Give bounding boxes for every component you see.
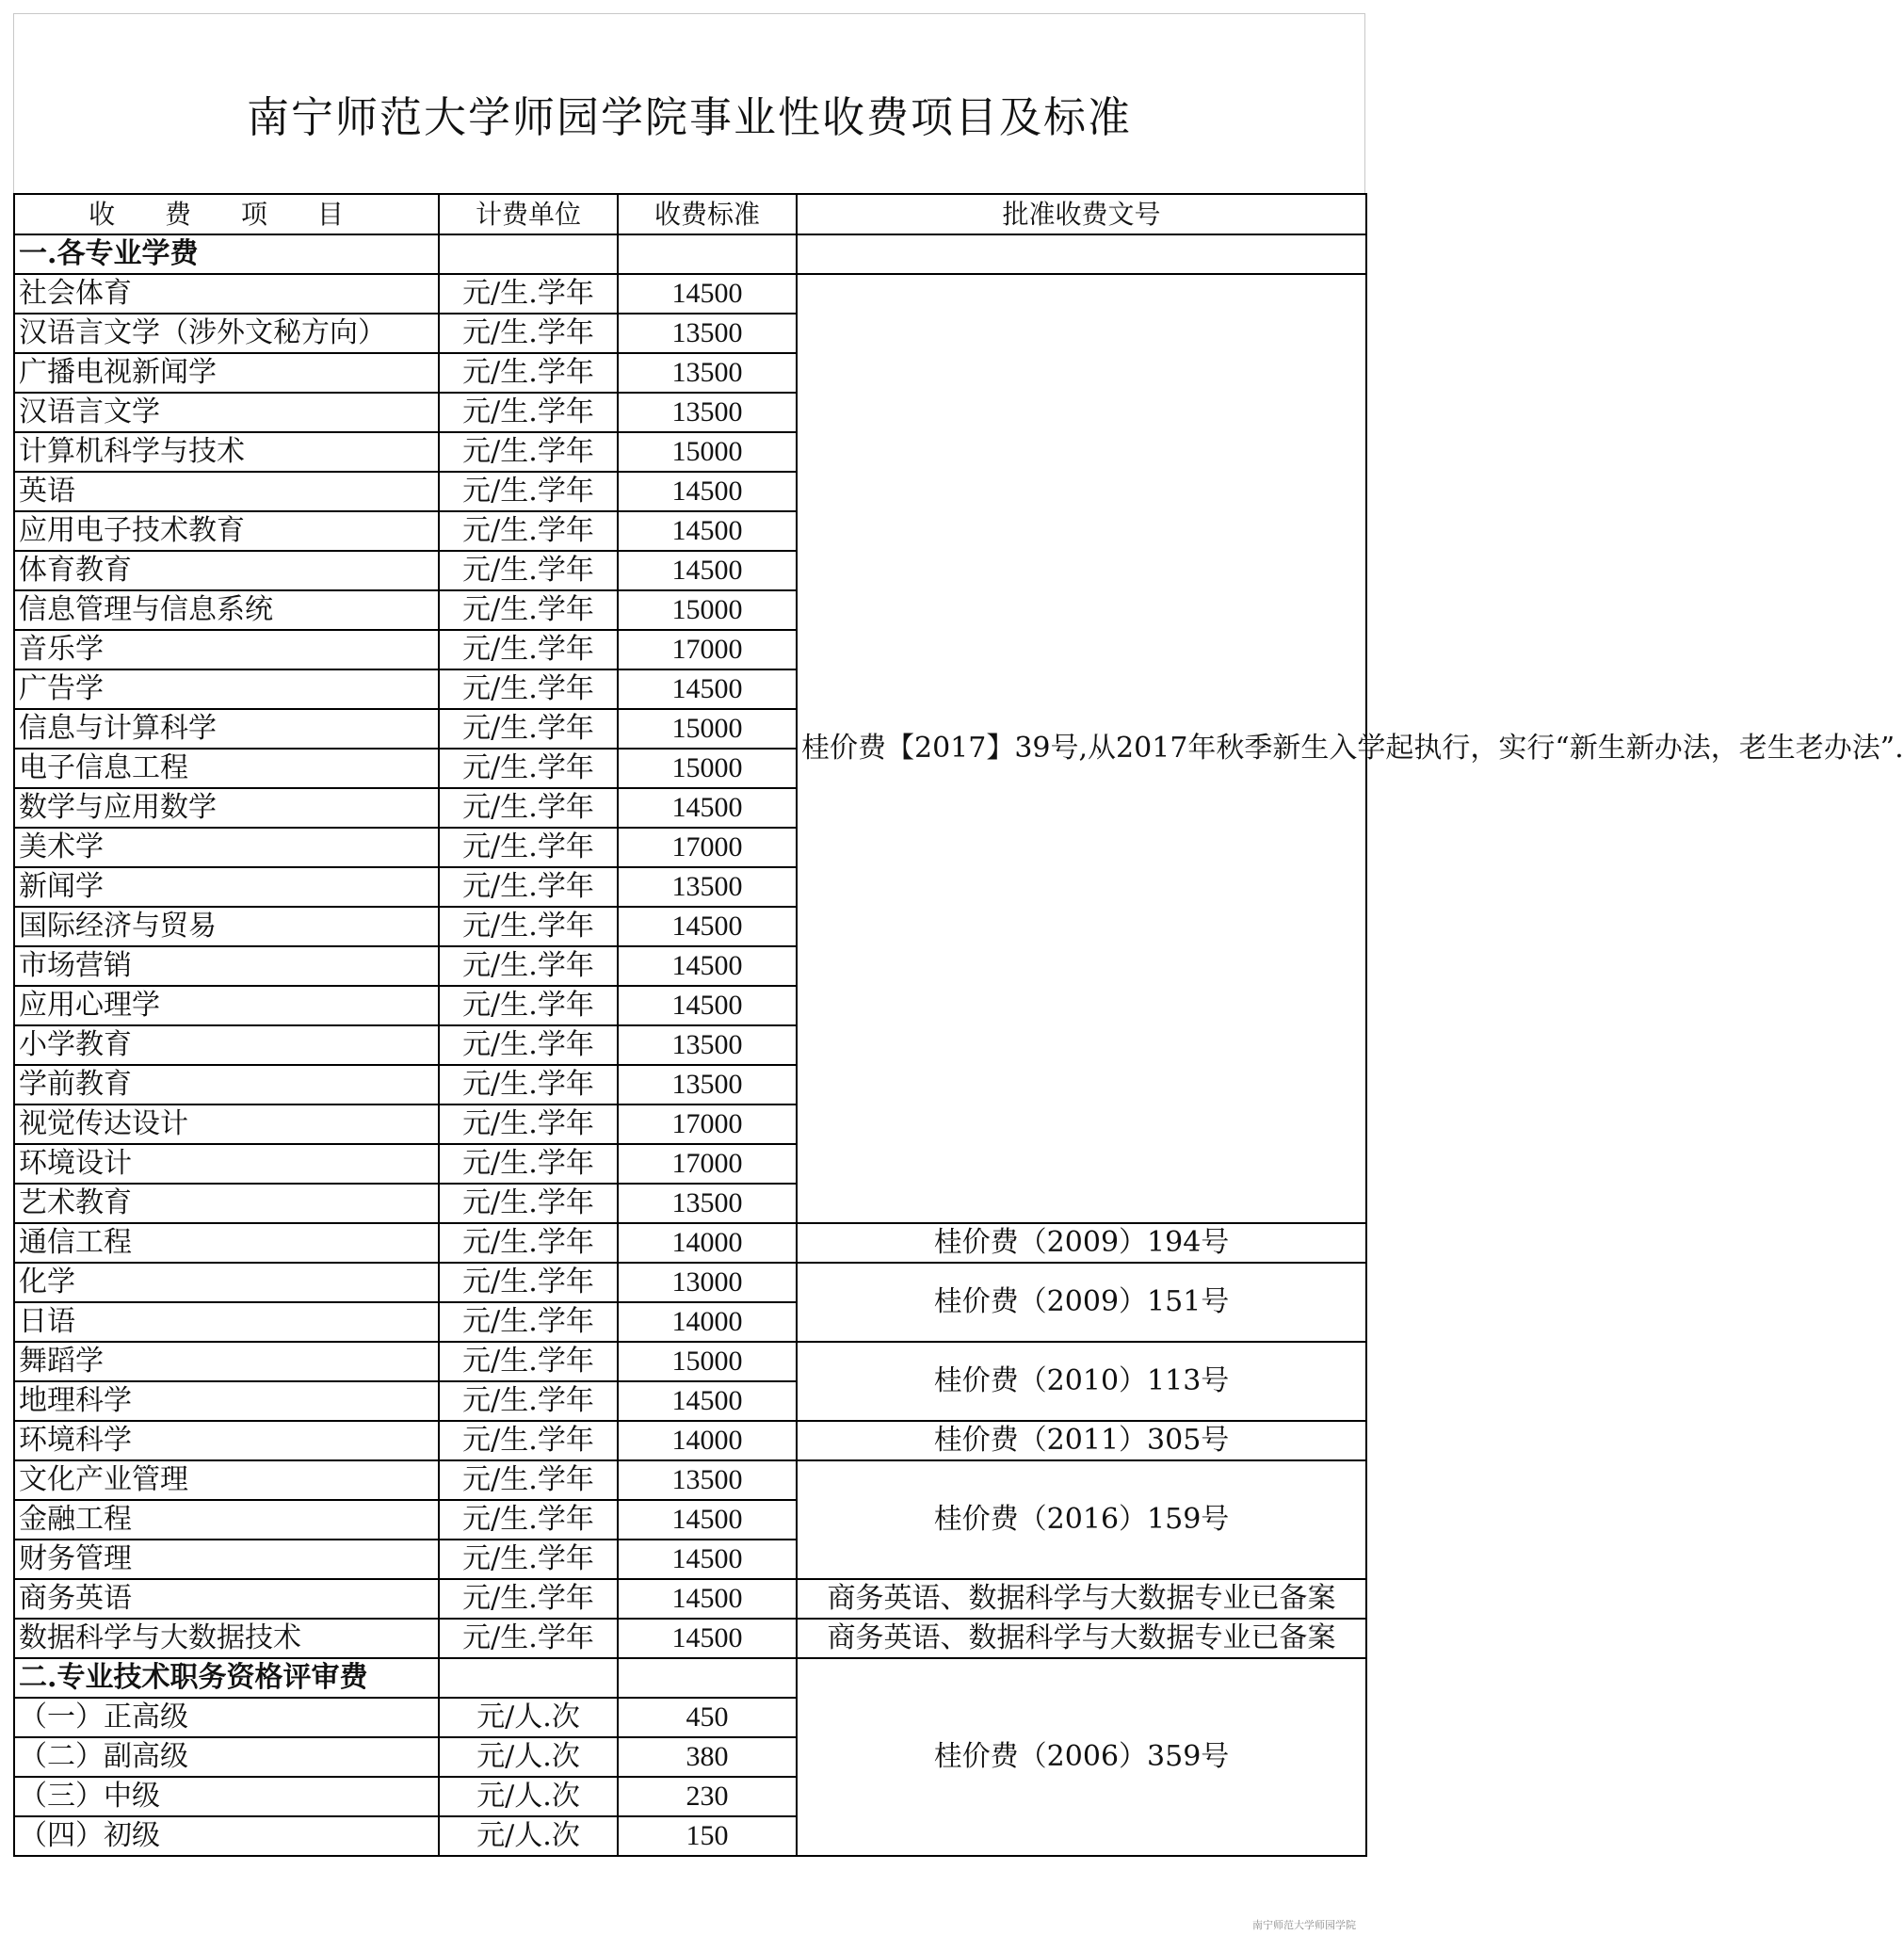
unit-cell: 元/生.学年 (439, 788, 618, 828)
price-cell: 15000 (618, 590, 797, 630)
major-name: 金融工程 (14, 1500, 439, 1540)
unit-cell: 元/生.学年 (439, 1579, 618, 1619)
unit-cell: 元/生.学年 (439, 1025, 618, 1065)
header-item: 收 费 项 目 (14, 194, 439, 234)
price-cell: 14500 (618, 551, 797, 590)
header-price: 收费标准 (618, 194, 797, 234)
unit-cell: 元/生.学年 (439, 1460, 618, 1500)
unit-cell: 元/生.学年 (439, 828, 618, 867)
price-cell: 13000 (618, 1263, 797, 1302)
unit-cell: 元/生.学年 (439, 511, 618, 551)
price-cell: 17000 (618, 630, 797, 669)
major-name: 国际经济与贸易 (14, 907, 439, 946)
table-row (14, 1263, 1366, 1302)
review-level: （二）副高级 (14, 1737, 439, 1777)
table-row (14, 1460, 1366, 1500)
table-row (14, 1342, 1366, 1381)
unit-cell: 元/生.学年 (439, 1223, 618, 1263)
review-level: （一）正高级 (14, 1698, 439, 1737)
unit-cell: 元/生.学年 (439, 1184, 618, 1223)
unit-cell: 元/生.学年 (439, 1619, 618, 1658)
price-cell: 14500 (618, 1540, 797, 1579)
price-cell: 13500 (618, 314, 797, 353)
empty-cell (439, 234, 618, 274)
unit-cell: 元/生.学年 (439, 709, 618, 749)
major-name: 信息与计算科学 (14, 709, 439, 749)
unit-cell: 元/人.次 (439, 1698, 618, 1737)
unit-cell: 元/生.学年 (439, 1263, 618, 1302)
empty-cell (797, 234, 1366, 274)
approval-doc: 商务英语、数据科学与大数据专业已备案 (797, 1619, 1366, 1658)
major-name: 舞蹈学 (14, 1342, 439, 1381)
table-row (14, 1619, 1366, 1658)
major-name: 市场营销 (14, 946, 439, 986)
table-row (14, 1579, 1366, 1619)
approval-doc: 桂价费（2009）151号 (797, 1263, 1366, 1342)
major-name: 汉语言文学（涉外文秘方向） (14, 314, 439, 353)
price-cell: 14500 (618, 1500, 797, 1540)
price-cell: 14500 (618, 1619, 797, 1658)
price-cell: 17000 (618, 1144, 797, 1184)
price-cell: 14500 (618, 1579, 797, 1619)
price-cell: 14500 (618, 907, 797, 946)
price-cell: 14500 (618, 274, 797, 314)
empty-cell (618, 234, 797, 274)
review-level: （三）中级 (14, 1777, 439, 1816)
price-cell: 230 (618, 1777, 797, 1816)
price-cell: 14500 (618, 788, 797, 828)
table-header-row (14, 194, 1366, 234)
approval-doc: 桂价费（2009）194号 (797, 1223, 1366, 1263)
unit-cell: 元/生.学年 (439, 1144, 618, 1184)
watermark: 南宁师范大学师园学院 (1252, 1919, 1356, 1931)
price-cell: 380 (618, 1737, 797, 1777)
major-name: 社会体育 (14, 274, 439, 314)
price-cell: 13500 (618, 353, 797, 393)
major-name: 英语 (14, 472, 439, 511)
unit-cell: 元/人.次 (439, 1777, 618, 1816)
unit-cell: 元/生.学年 (439, 1342, 618, 1381)
major-name: 计算机科学与技术 (14, 432, 439, 472)
price-cell: 14000 (618, 1302, 797, 1342)
unit-cell: 元/生.学年 (439, 986, 618, 1025)
unit-cell: 元/生.学年 (439, 590, 618, 630)
price-cell: 15000 (618, 432, 797, 472)
major-name: 学前教育 (14, 1065, 439, 1104)
approval-doc: 桂价费【2017】39号,从2017年秋季新生入学起执行，实行“新生新办法，老生老办法”. (797, 274, 1366, 1223)
table-row (14, 1421, 1366, 1460)
page-title: 南宁师范大学师园学院事业性收费项目及标准 (246, 92, 1132, 142)
price-cell: 150 (618, 1816, 797, 1856)
approval-doc: 桂价费（2010）113号 (797, 1342, 1366, 1421)
price-cell: 13500 (618, 867, 797, 907)
header-doc: 批准收费文号 (797, 194, 1366, 234)
price-cell: 14500 (618, 986, 797, 1025)
price-cell: 13500 (618, 393, 797, 432)
title-box (13, 13, 1365, 194)
major-name: 数据科学与大数据技术 (14, 1619, 439, 1658)
major-name: 通信工程 (14, 1223, 439, 1263)
unit-cell: 元/生.学年 (439, 1540, 618, 1579)
major-name: 环境设计 (14, 1144, 439, 1184)
price-cell: 13500 (618, 1184, 797, 1223)
review-level: （四）初级 (14, 1816, 439, 1856)
unit-cell: 元/人.次 (439, 1737, 618, 1777)
major-name: 数学与应用数学 (14, 788, 439, 828)
major-name: 化学 (14, 1263, 439, 1302)
price-cell: 14500 (618, 511, 797, 551)
major-name: 电子信息工程 (14, 749, 439, 788)
price-cell: 14500 (618, 472, 797, 511)
empty-cell (618, 1658, 797, 1698)
unit-cell: 元/生.学年 (439, 1500, 618, 1540)
unit-cell: 元/生.学年 (439, 1104, 618, 1144)
table-row (14, 1223, 1366, 1263)
major-name: 音乐学 (14, 630, 439, 669)
unit-cell: 元/生.学年 (439, 551, 618, 590)
major-name: 应用心理学 (14, 986, 439, 1025)
unit-cell: 元/生.学年 (439, 669, 618, 709)
price-cell: 15000 (618, 1342, 797, 1381)
price-cell: 13500 (618, 1460, 797, 1500)
major-name: 应用电子技术教育 (14, 511, 439, 551)
price-cell: 14500 (618, 1381, 797, 1421)
unit-cell: 元/生.学年 (439, 1381, 618, 1421)
major-name: 广播电视新闻学 (14, 353, 439, 393)
price-cell: 15000 (618, 709, 797, 749)
price-cell: 17000 (618, 1104, 797, 1144)
fee-sheet (13, 13, 1904, 1938)
major-name: 小学教育 (14, 1025, 439, 1065)
unit-cell: 元/生.学年 (439, 432, 618, 472)
price-cell: 17000 (618, 828, 797, 867)
unit-cell: 元/生.学年 (439, 946, 618, 986)
section-title: 二.专业技术职务资格评审费 (14, 1658, 439, 1698)
fee-table-body (14, 194, 1904, 1856)
price-cell: 14500 (618, 946, 797, 986)
price-cell: 13500 (618, 1065, 797, 1104)
major-name: 日语 (14, 1302, 439, 1342)
price-cell: 15000 (618, 749, 797, 788)
major-name: 视觉传达设计 (14, 1104, 439, 1144)
price-cell: 14000 (618, 1223, 797, 1263)
unit-cell: 元/人.次 (439, 1816, 618, 1856)
major-name: 财务管理 (14, 1540, 439, 1579)
price-cell: 450 (618, 1698, 797, 1737)
unit-cell: 元/生.学年 (439, 630, 618, 669)
approval-doc: 商务英语、数据科学与大数据专业已备案 (797, 1579, 1366, 1619)
unit-cell: 元/生.学年 (439, 907, 618, 946)
price-cell: 14000 (618, 1421, 797, 1460)
section-row (14, 1658, 1366, 1698)
section-row (14, 234, 1366, 274)
approval-doc: 桂价费（2011）305号 (797, 1421, 1366, 1460)
unit-cell: 元/生.学年 (439, 472, 618, 511)
section-title: 一.各专业学费 (14, 234, 439, 274)
unit-cell: 元/生.学年 (439, 749, 618, 788)
table-row (14, 274, 1366, 314)
fee-table (13, 193, 1904, 1857)
approval-doc: 桂价费（2006）359号 (797, 1658, 1366, 1856)
unit-cell: 元/生.学年 (439, 1302, 618, 1342)
major-name: 地理科学 (14, 1381, 439, 1421)
price-cell: 13500 (618, 1025, 797, 1065)
price-cell: 14500 (618, 669, 797, 709)
unit-cell: 元/生.学年 (439, 393, 618, 432)
major-name: 商务英语 (14, 1579, 439, 1619)
header-unit: 计费单位 (439, 194, 618, 234)
major-name: 新闻学 (14, 867, 439, 907)
unit-cell: 元/生.学年 (439, 1065, 618, 1104)
major-name: 广告学 (14, 669, 439, 709)
unit-cell: 元/生.学年 (439, 314, 618, 353)
approval-doc: 桂价费（2016）159号 (797, 1460, 1366, 1579)
major-name: 文化产业管理 (14, 1460, 439, 1500)
major-name: 汉语言文学 (14, 393, 439, 432)
major-name: 体育教育 (14, 551, 439, 590)
unit-cell: 元/生.学年 (439, 274, 618, 314)
unit-cell: 元/生.学年 (439, 867, 618, 907)
major-name: 艺术教育 (14, 1184, 439, 1223)
empty-cell (439, 1658, 618, 1698)
unit-cell: 元/生.学年 (439, 353, 618, 393)
major-name: 环境科学 (14, 1421, 439, 1460)
major-name: 美术学 (14, 828, 439, 867)
unit-cell: 元/生.学年 (439, 1421, 618, 1460)
major-name: 信息管理与信息系统 (14, 590, 439, 630)
